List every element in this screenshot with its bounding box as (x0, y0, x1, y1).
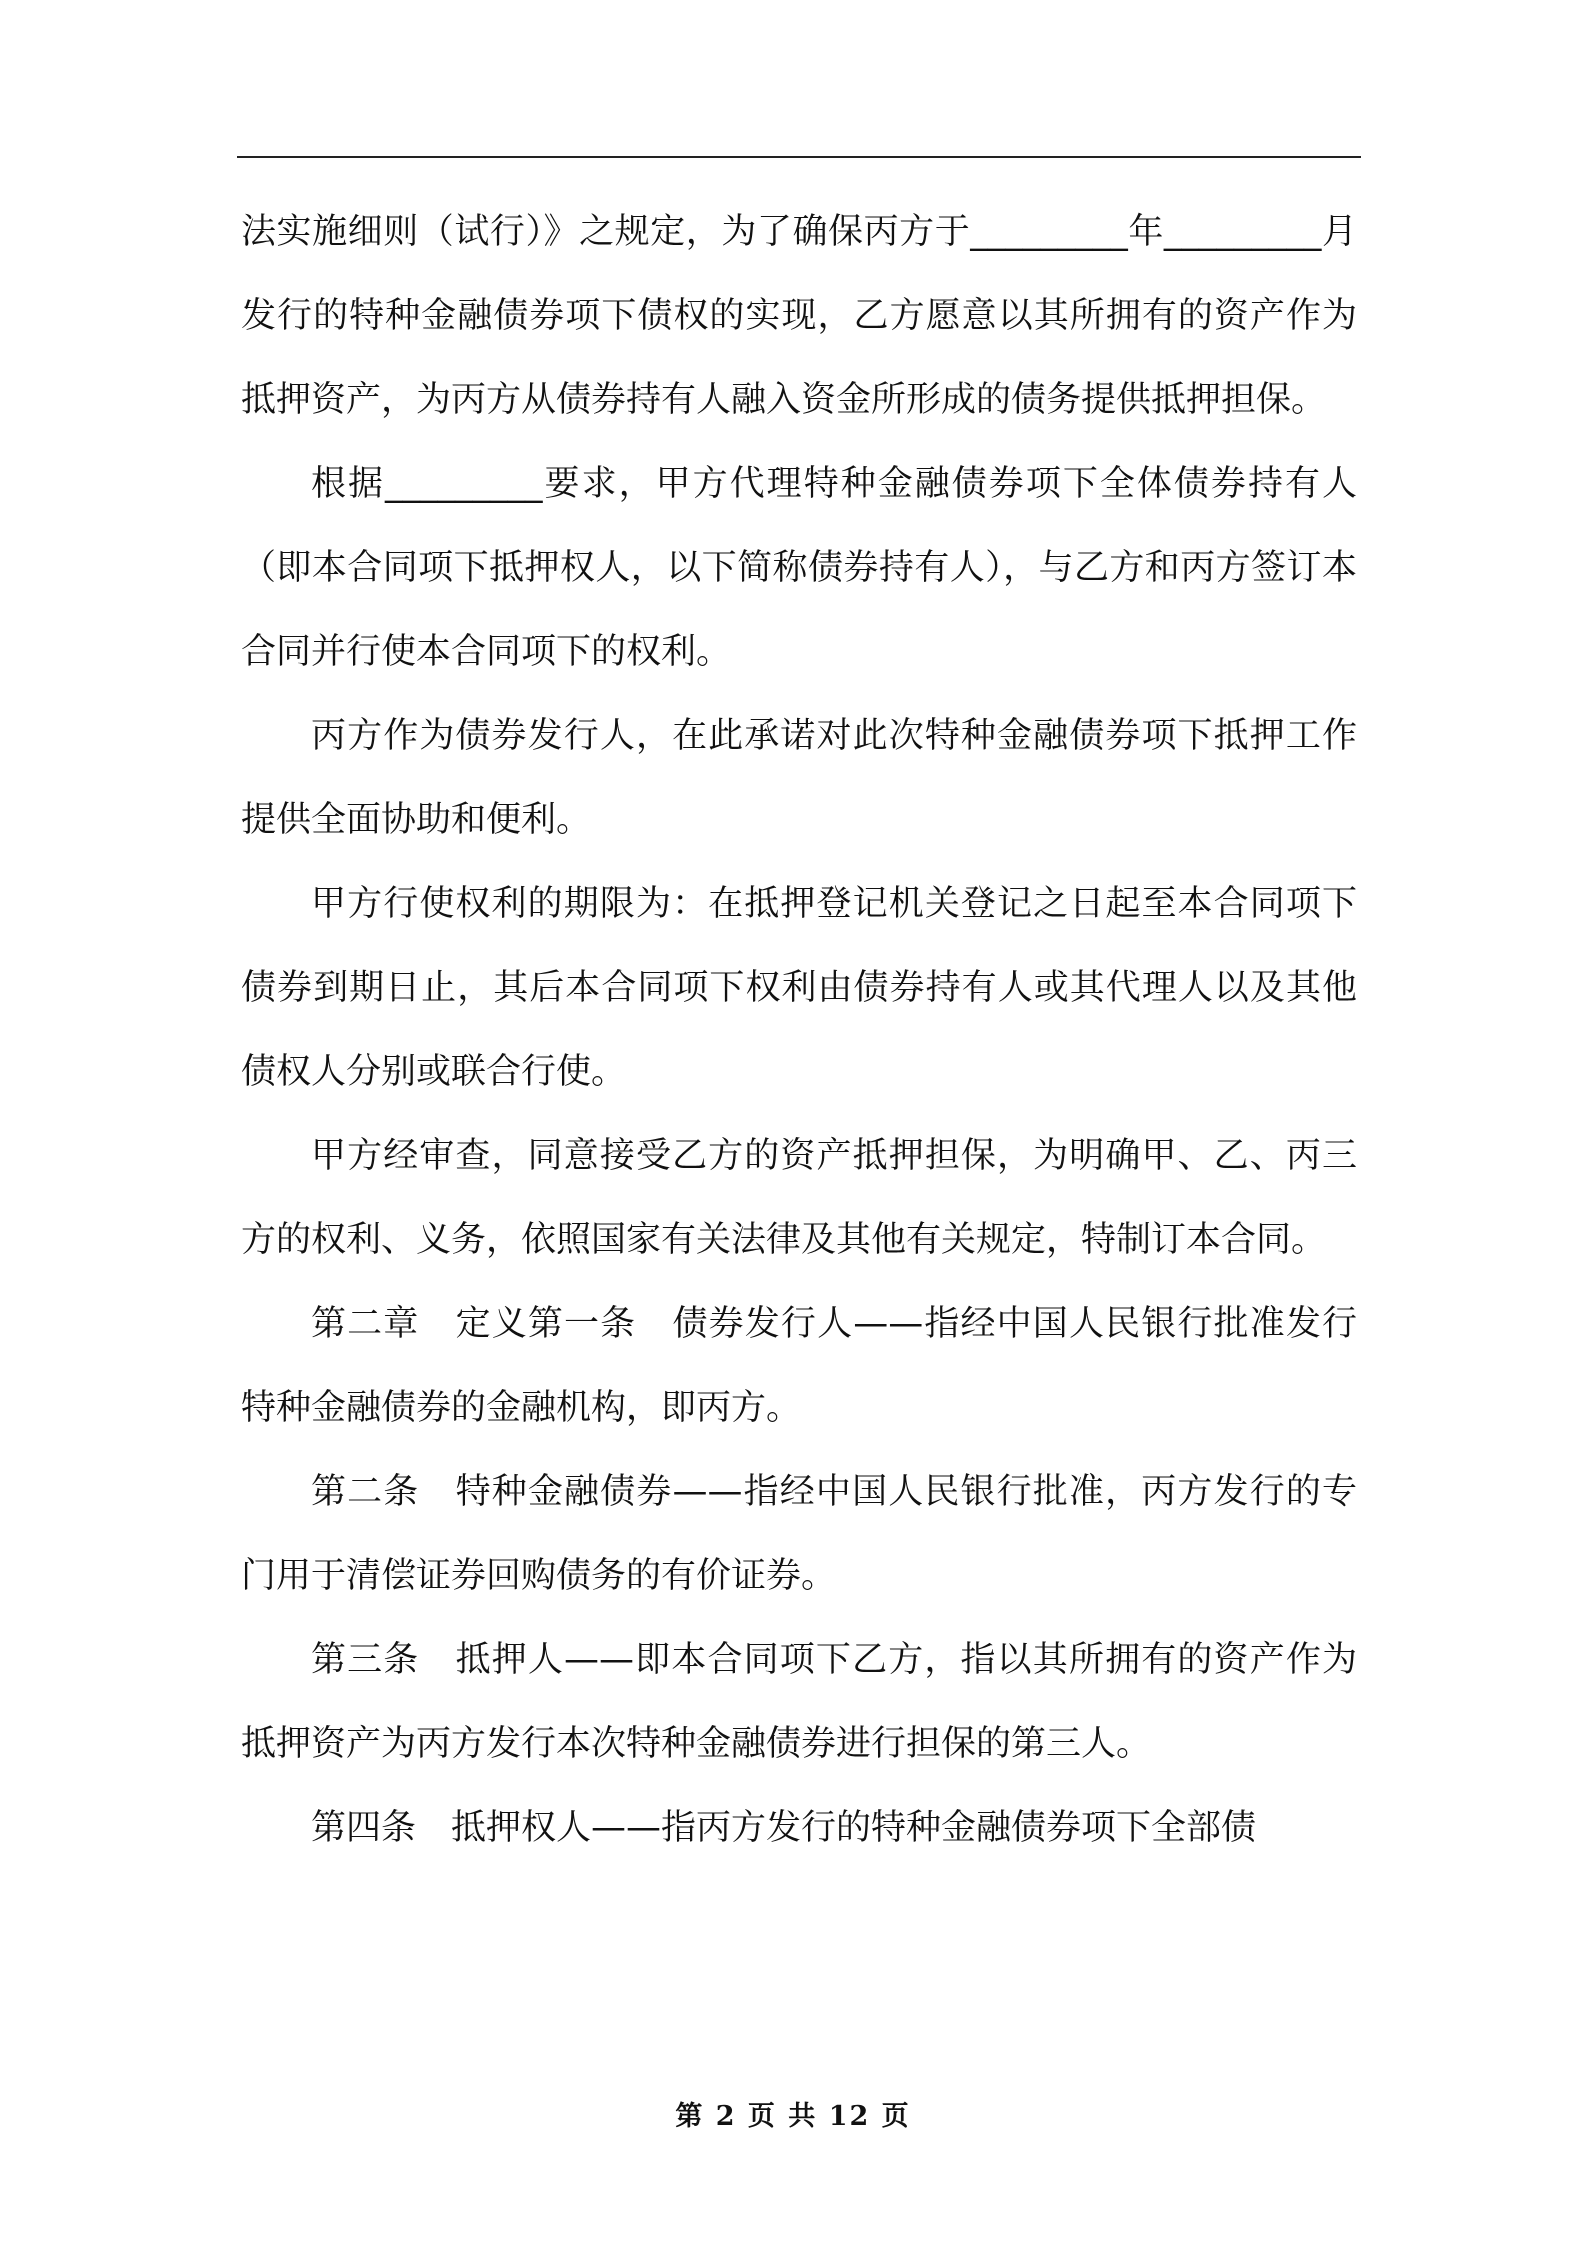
paragraph-article-four: 第四条 抵押权人——指丙方发行的特种金融债券项下全部债 (311, 1808, 1257, 1848)
document-body (241, 190, 1357, 1870)
paragraph-article-three: 第三条 抵押人——即本合同项下乙方，指以其所拥有的资产作为抵押资产为丙方发行本次特种金融债券进行担保的第三人。 (241, 1640, 1357, 1764)
paragraph-chapter-two-article-one: 第二章 定义第一条 债券发行人——指经中国人民银行批准发行特种金融债券的金融机构，即丙方。 (241, 1304, 1357, 1428)
paragraph: 甲方经审查，同意接受乙方的资产抵押担保，为明确甲、乙、丙三方的权利、义务，依照国家有关法律及其他有关规定，特制订本合同。 (241, 1136, 1357, 1260)
page-number: 第 2 页 共 12 页 (675, 2101, 911, 2132)
paragraph-article-two: 第二条 特种金融债券——指经中国人民银行批准，丙方发行的专门用于清偿证券回购债务的有价证券。 (241, 1472, 1357, 1596)
header-rule (237, 156, 1361, 158)
paragraph: 丙方作为债券发行人，在此承诺对此次特种金融债券项下抵押工作提供全面协助和便利。 (241, 716, 1357, 840)
paragraph-continued: 法实施细则（试行）》之规定，为了确保丙方于_________年_________月发行的特种金融债券项下债权的实现，乙方愿意以其所拥有的资产作为抵押资产，为丙方从债券持有人融入资金所形成的债务提供抵押担保。 (241, 212, 1357, 420)
paragraph: 甲方行使权利的期限为：在抵押登记机关登记之日起至本合同项下债券到期日止，其后本合同项下权利由债券持有人或其代理人以及其他债权人分别或联合行使。 (241, 884, 1357, 1092)
paragraph: 根据_________要求，甲方代理特种金融债券项下全体债券持有人（即本合同项下抵押权人，以下简称债券持有人），与乙方和丙方签订本合同并行使本合同项下的权利。 (241, 464, 1357, 672)
